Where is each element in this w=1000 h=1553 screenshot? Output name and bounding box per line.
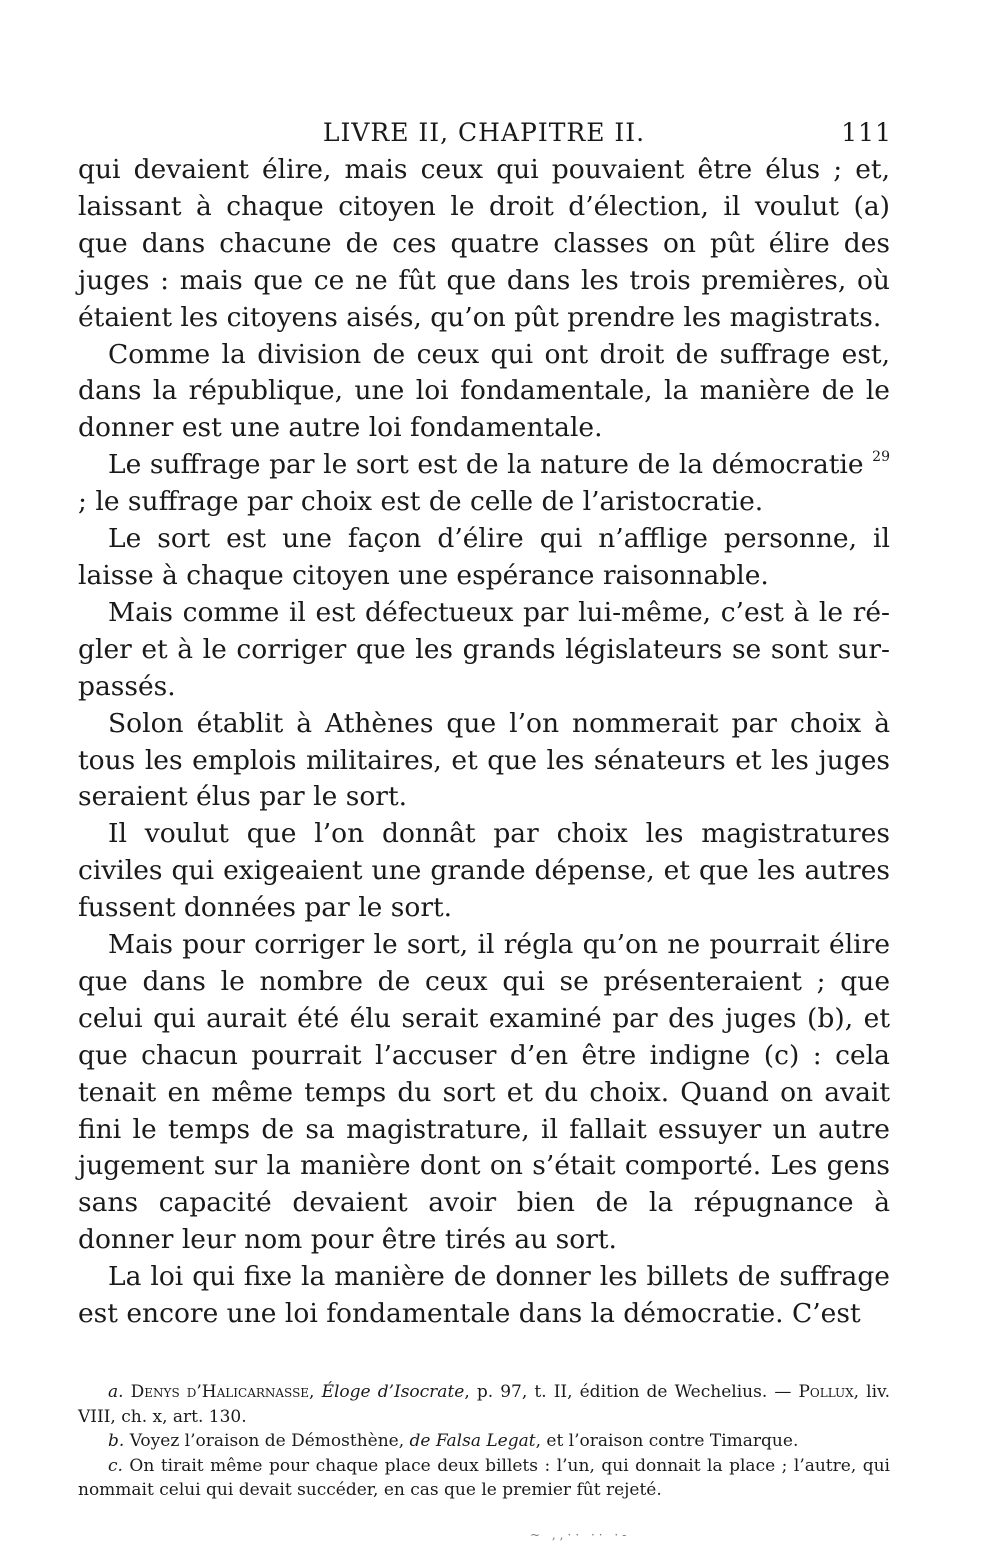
paragraph-4: Le sort est une façon d’élire qui n’afflige personne, il laisse à chaque citoyen une espérance raisonnable. <box>78 523 890 591</box>
paragraph-6: Solon établit à Athènes que l’on nommerait par choix à tous les emplois militaires, et que les sénateurs et les juges seraient élus par le sort. <box>78 707 890 813</box>
body-text <box>78 152 890 1333</box>
footnote-c-text: On tirait même pour chaque place deux billets : l’un, qui donnait la place ; l’autre, qui nommait celui qui devait succéder, en cas que le premier fût rejeté. <box>78 1455 890 1500</box>
footnote-b-label: b. <box>108 1431 125 1451</box>
paragraph-3-text: Le suffrage par le sort est de la nature de la démocratie <box>108 449 864 481</box>
paragraph-3-text-end: ; le suffrage par choix est de celle de l’aristocratie. <box>78 486 764 518</box>
footnote-a-work: Éloge d’Isocrate <box>321 1382 465 1402</box>
footnote-a-details: , p. 97, t. II, édition de Wechelius. <box>464 1382 768 1402</box>
paragraph-1: qui devaient élire, mais ceux qui pouvaient être élus ; et, laissant à chaque citoyen le droit d’élection, il voulut (a) que dans chacune de ces quatre classes on pût élire des juges : mais que ce ne fût que dans les trois premières, où étaient les citoyens aisés, qu’on pût prendre les magistrats. <box>78 154 890 333</box>
footnote-a-details-2: liv. VIII, ch. x, art. 130. <box>78 1382 891 1427</box>
footnote-b-work: de Falsa Legat <box>409 1431 536 1451</box>
footnote-a <box>78 1380 890 1429</box>
note-reference-29[interactable]: 29 <box>872 449 890 466</box>
running-header <box>78 116 890 152</box>
footnote-a-author-2: Pollux, <box>798 1382 860 1402</box>
running-title: LIVRE II, CHAPITRE II. <box>322 118 646 147</box>
paragraph-3 <box>78 447 890 521</box>
page <box>78 116 890 1333</box>
paragraph-5: Mais comme il est défectueux par lui-même, c’est à le régler et à le corriger que les grands législateurs se sont surpassés. <box>78 596 890 702</box>
footnote-c-label: c. <box>108 1455 123 1476</box>
footnote-a-dash: — <box>774 1382 792 1402</box>
footnote-a-author: Denys d’Halicarnasse, <box>130 1382 315 1402</box>
paragraph-9: La loi qui fixe la manière de donner les billets de suffrage est encore une loi fondamentale dans la démocratie. C’est <box>78 1261 890 1330</box>
footnote-c <box>78 1454 890 1503</box>
paragraph-7: Il voulut que l’on donnât par choix les magistratures civiles qui exigeaient une grande dépense, et que les autres fussent données par le sort. <box>78 818 890 924</box>
footnote-b-text-end: , et l’oraison contre Timarque. <box>535 1431 799 1451</box>
footnote-b <box>78 1429 890 1454</box>
paragraph-8: Mais pour corriger le sort, il régla qu’on ne pourrait élire que dans le nombre de ceux qui se présenteraient ; que celui qui aurait été élu serait examiné par des juges (b), et que chacun pourrait l’accuser d’en être indigne (c) : cela tenait en même temps du sort et du choix. Quand on avait fini le temps de sa magistrature, il fallait essuyer un autre jugement sur la manière dont on s’était comporté. Les gens sans capacité devaient avoir bien de la répugnance à donner leur nom pour être tirés au sort. <box>78 929 890 1256</box>
printer-mark: ~ ,,·· ·· ·- <box>530 1528 631 1542</box>
footnote-b-text: Voyez l’oraison de Démosthène, <box>124 1431 405 1451</box>
footnote-a-label: a. <box>108 1382 124 1402</box>
paragraph-2: Comme la division de ceux qui ont droit de suffrage est, dans la république, une loi fondamentale, la manière de le donner est une autre loi fondamentale. <box>78 338 890 444</box>
page-number: 111 <box>841 118 892 147</box>
footnotes <box>78 1380 890 1503</box>
